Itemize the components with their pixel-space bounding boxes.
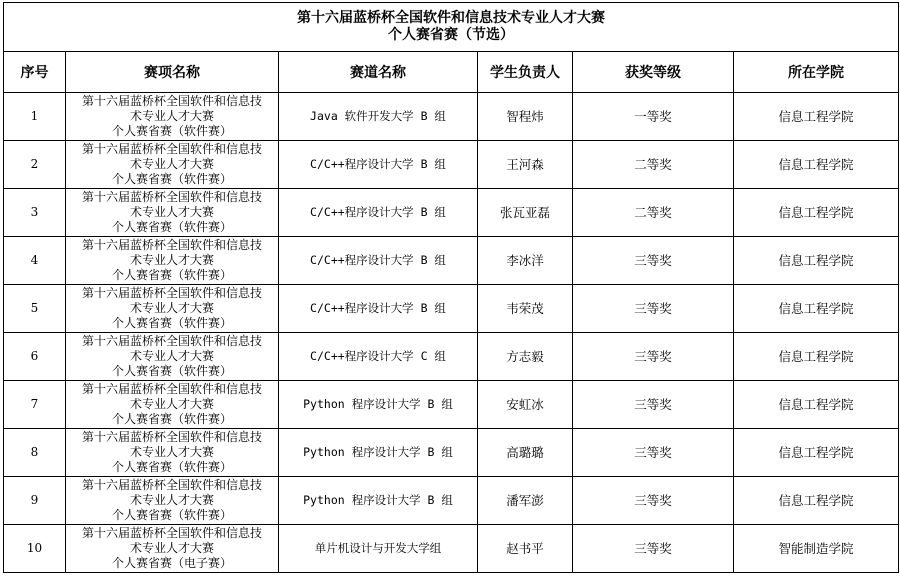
row-college: 信息工程学院 — [734, 429, 899, 477]
table-body — [4, 93, 899, 573]
table-row — [4, 237, 899, 285]
event-name-line-2: 术专业人才大赛 — [129, 205, 214, 219]
row-student-name: 安虹冰 — [478, 381, 573, 429]
row-student-name: 韦荣茂 — [478, 285, 573, 333]
row-seq: 8 — [4, 429, 66, 477]
table-row — [4, 333, 899, 381]
row-award-level: 二等奖 — [573, 141, 734, 189]
event-name-line-2: 术专业人才大赛 — [129, 445, 214, 459]
event-name-line-1: 第十六届蓝桥杯全国软件和信息技 — [81, 94, 262, 108]
row-seq: 3 — [4, 189, 66, 237]
row-event-name — [66, 237, 279, 285]
row-college: 信息工程学院 — [734, 381, 899, 429]
row-event-name — [66, 285, 279, 333]
row-student-name: 赵书平 — [478, 525, 573, 573]
header-college: 所在学院 — [734, 52, 899, 93]
row-student-name: 李冰洋 — [478, 237, 573, 285]
row-event-name — [66, 141, 279, 189]
event-name-line-2: 术专业人才大赛 — [129, 397, 214, 411]
row-track-name: C/C++程序设计大学 B 组 — [279, 189, 478, 237]
row-award-level: 三等奖 — [573, 333, 734, 381]
row-student-name: 潘军澎 — [478, 477, 573, 525]
row-track-name: C/C++程序设计大学 C 组 — [279, 333, 478, 381]
table-row — [4, 477, 899, 525]
event-name-line-1: 第十六届蓝桥杯全国软件和信息技 — [81, 334, 262, 348]
event-name-line-3: 个人赛省赛（软件赛） — [111, 460, 232, 474]
row-track-name: Java 软件开发大学 B 组 — [279, 93, 478, 141]
row-event-name — [66, 477, 279, 525]
event-name-line-2: 术专业人才大赛 — [129, 109, 214, 123]
event-name-line-2: 术专业人才大赛 — [129, 253, 214, 267]
row-award-level: 三等奖 — [573, 285, 734, 333]
table-row — [4, 189, 899, 237]
title-row — [4, 3, 899, 52]
event-name-line-2: 术专业人才大赛 — [129, 301, 214, 315]
header-student: 学生负责人 — [478, 52, 573, 93]
row-award-level: 三等奖 — [573, 525, 734, 573]
row-track-name: 单片机设计与开发大学组 — [279, 525, 478, 573]
event-name-line-3: 个人赛省赛（软件赛） — [111, 124, 232, 138]
event-name-line-1: 第十六届蓝桥杯全国软件和信息技 — [81, 286, 262, 300]
event-name-line-1: 第十六届蓝桥杯全国软件和信息技 — [81, 526, 262, 540]
row-seq: 9 — [4, 477, 66, 525]
event-name-line-1: 第十六届蓝桥杯全国软件和信息技 — [81, 238, 262, 252]
event-name-line-2: 术专业人才大赛 — [129, 157, 214, 171]
row-student-name: 方志毅 — [478, 333, 573, 381]
row-college: 信息工程学院 — [734, 477, 899, 525]
row-seq: 4 — [4, 237, 66, 285]
header-award: 获奖等级 — [573, 52, 734, 93]
event-name-line-3: 个人赛省赛（电子赛） — [111, 556, 232, 570]
row-college: 信息工程学院 — [734, 93, 899, 141]
event-name-line-1: 第十六届蓝桥杯全国软件和信息技 — [81, 478, 262, 492]
row-college: 信息工程学院 — [734, 237, 899, 285]
event-name-line-3: 个人赛省赛（软件赛） — [111, 364, 232, 378]
row-college: 信息工程学院 — [734, 189, 899, 237]
header-row — [4, 52, 899, 93]
row-student-name: 智程炜 — [478, 93, 573, 141]
row-track-name: Python 程序设计大学 B 组 — [279, 477, 478, 525]
row-seq: 5 — [4, 285, 66, 333]
event-name-line-3: 个人赛省赛（软件赛） — [111, 508, 232, 522]
row-track-name: C/C++程序设计大学 B 组 — [279, 141, 478, 189]
row-seq: 2 — [4, 141, 66, 189]
row-track-name: Python 程序设计大学 B 组 — [279, 429, 478, 477]
row-event-name — [66, 429, 279, 477]
row-track-name: C/C++程序设计大学 B 组 — [279, 285, 478, 333]
event-name-line-3: 个人赛省赛（软件赛） — [111, 220, 232, 234]
title-line-1: 第十六届蓝桥杯全国软件和信息技术专业人才大赛 — [297, 10, 605, 26]
row-student-name: 张瓦亚磊 — [478, 189, 573, 237]
event-name-line-3: 个人赛省赛（软件赛） — [111, 316, 232, 330]
award-table — [3, 2, 899, 573]
row-seq: 6 — [4, 333, 66, 381]
row-student-name: 高璐璐 — [478, 429, 573, 477]
table-row — [4, 525, 899, 573]
table-row — [4, 381, 899, 429]
row-college: 信息工程学院 — [734, 285, 899, 333]
row-award-level: 一等奖 — [573, 93, 734, 141]
row-seq: 1 — [4, 93, 66, 141]
header-seq: 序号 — [4, 52, 66, 93]
event-name-line-3: 个人赛省赛（软件赛） — [111, 412, 232, 426]
row-event-name — [66, 93, 279, 141]
row-seq: 10 — [4, 525, 66, 573]
row-event-name — [66, 525, 279, 573]
row-college: 信息工程学院 — [734, 141, 899, 189]
table-row — [4, 285, 899, 333]
row-college: 信息工程学院 — [734, 333, 899, 381]
event-name-line-3: 个人赛省赛（软件赛） — [111, 268, 232, 282]
row-award-level: 三等奖 — [573, 381, 734, 429]
event-name-line-1: 第十六届蓝桥杯全国软件和信息技 — [81, 382, 262, 396]
row-track-name: Python 程序设计大学 B 组 — [279, 381, 478, 429]
row-award-level: 二等奖 — [573, 189, 734, 237]
row-event-name — [66, 381, 279, 429]
header-event: 赛项名称 — [66, 52, 279, 93]
row-award-level: 三等奖 — [573, 429, 734, 477]
event-name-line-2: 术专业人才大赛 — [129, 493, 214, 507]
table-row — [4, 93, 899, 141]
row-student-name: 王河森 — [478, 141, 573, 189]
header-track: 赛道名称 — [279, 52, 478, 93]
table-row — [4, 429, 899, 477]
event-name-line-3: 个人赛省赛（软件赛） — [111, 172, 232, 186]
table-row — [4, 141, 899, 189]
event-name-line-1: 第十六届蓝桥杯全国软件和信息技 — [81, 430, 262, 444]
document-title — [4, 3, 899, 52]
row-seq: 7 — [4, 381, 66, 429]
title-line-2: 个人赛省赛（节选） — [388, 27, 514, 43]
event-name-line-1: 第十六届蓝桥杯全国软件和信息技 — [81, 142, 262, 156]
row-event-name — [66, 333, 279, 381]
row-event-name — [66, 189, 279, 237]
row-track-name: C/C++程序设计大学 B 组 — [279, 237, 478, 285]
event-name-line-2: 术专业人才大赛 — [129, 349, 214, 363]
event-name-line-1: 第十六届蓝桥杯全国软件和信息技 — [81, 190, 262, 204]
event-name-line-2: 术专业人才大赛 — [129, 541, 214, 555]
row-award-level: 三等奖 — [573, 477, 734, 525]
row-college: 智能制造学院 — [734, 525, 899, 573]
row-award-level: 三等奖 — [573, 237, 734, 285]
